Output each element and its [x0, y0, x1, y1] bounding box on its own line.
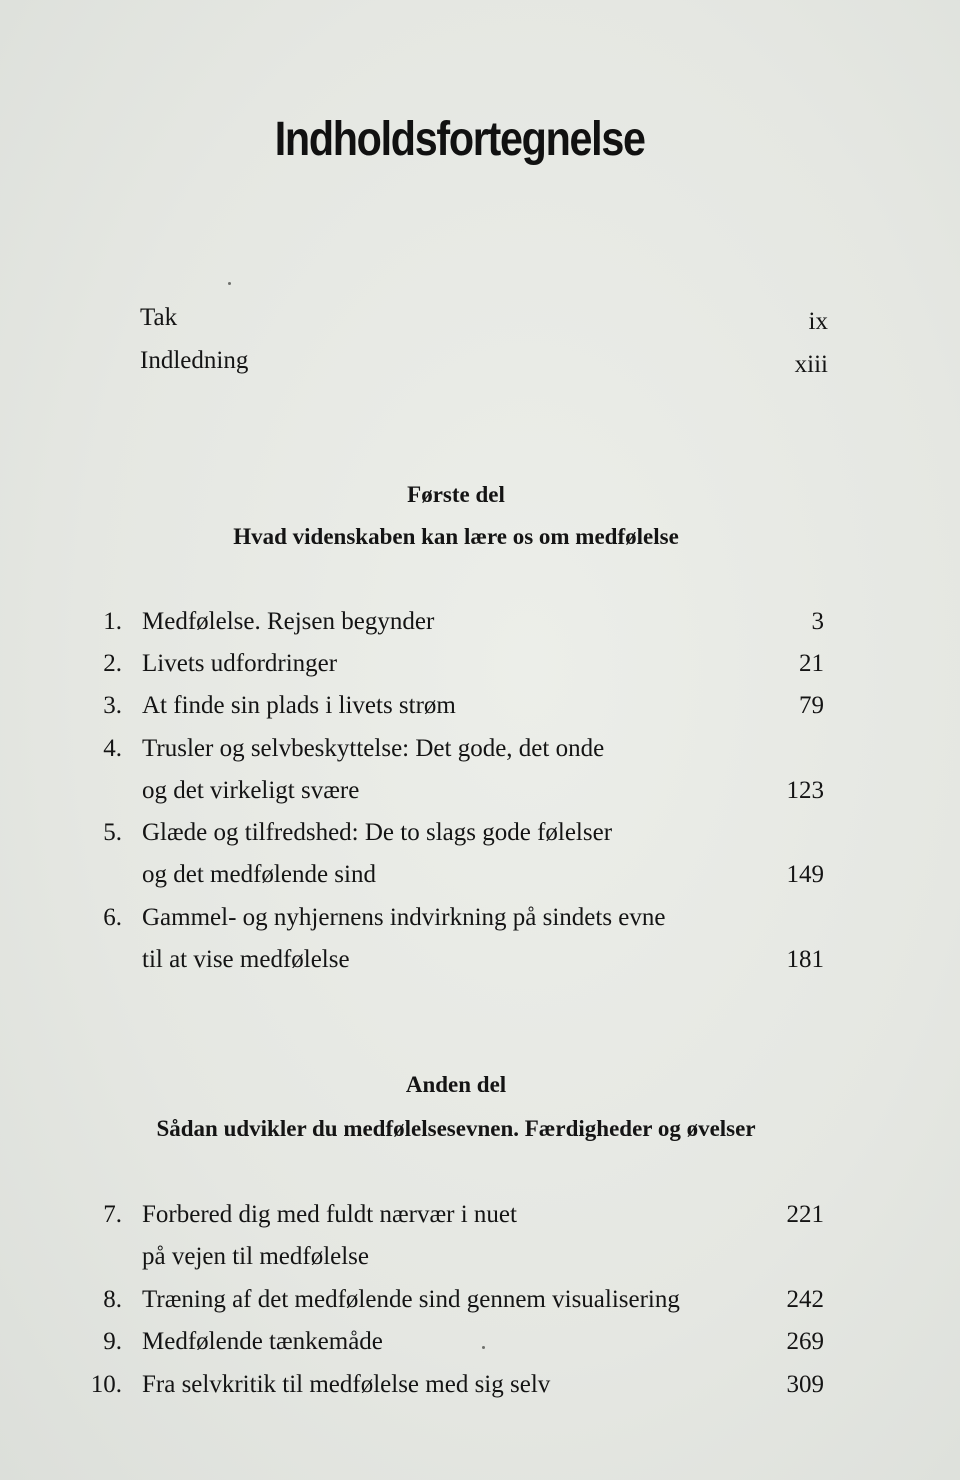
entry-page-number: 149 — [786, 861, 824, 888]
chapter-title-line: Glæde og tilfredshed: De to slags gode følelser — [142, 819, 613, 846]
chapter-number: 6. — [103, 904, 122, 931]
chapter-title-line: og det medfølende sind — [142, 861, 376, 888]
entry-page-number: 269 — [786, 1328, 824, 1355]
chapter-title-line: til at vise medfølelse — [142, 946, 350, 973]
chapter-number: 5. — [103, 819, 122, 846]
chapter-title — [142, 1364, 762, 1406]
paper-speck — [482, 1346, 485, 1349]
chapter-title — [142, 812, 762, 896]
chapter-title — [142, 1194, 762, 1278]
part-one-subtitle: Hvad videnskaben kan lære os om medfølelse — [233, 524, 679, 549]
chapter-title — [142, 1279, 762, 1321]
entry-page-number: 79 — [799, 692, 824, 719]
part-two-heading: Anden del — [405, 1072, 507, 1097]
chapter-title — [142, 601, 762, 643]
chapter-title-line: At finde sin plads i livets strøm — [142, 692, 456, 719]
chapter-title-line: Forbered dig med fuldt nærvær i nuet — [142, 1201, 517, 1228]
chapter-number: 2. — [103, 650, 122, 677]
chapter-title-line: Medfølelse. Rejsen begynder — [142, 608, 435, 635]
entry-page-number: 123 — [786, 777, 824, 804]
chapter-title-line: Fra selvkritik til medfølelse med sig selv — [142, 1371, 551, 1398]
chapter-title-line: Gammel- og nyhjernens indvirkning på sindets evne — [142, 904, 666, 931]
entry-label: Indledning — [140, 347, 249, 374]
chapter-title — [142, 728, 762, 812]
chapter-title-line: og det virkeligt svære — [142, 777, 360, 804]
chapter-number: 8. — [103, 1286, 122, 1313]
entry-page-number: 309 — [786, 1371, 824, 1398]
toc-entry-indledning — [140, 347, 828, 381]
entry-page-number: 242 — [786, 1286, 824, 1313]
chapter-number: 4. — [103, 735, 122, 762]
entry-page-number: ix — [808, 308, 828, 335]
chapter-title-line: Træning af det medfølende sind gennem visualisering — [142, 1286, 680, 1313]
paper-speck — [228, 282, 231, 285]
chapter-title — [142, 643, 762, 685]
page-title: Indholdsfortegnelse — [274, 113, 645, 166]
chapter-number: 1. — [103, 608, 122, 635]
part-one-heading: Første del — [407, 482, 505, 507]
chapter-title — [142, 897, 762, 981]
entry-page-number: 221 — [786, 1201, 824, 1228]
chapter-title-line: Trusler og selvbeskyttelse: Det gode, det onde — [142, 735, 605, 762]
chapter-number: 10. — [90, 1371, 122, 1398]
chapter-title-line: på vejen til medfølelse — [142, 1243, 370, 1270]
entry-page-number: 3 — [811, 608, 824, 635]
chapter-title — [142, 1321, 762, 1363]
entry-page-number: xiii — [794, 351, 828, 378]
toc-entry-tak — [140, 304, 828, 338]
entry-page-number: 21 — [799, 650, 824, 677]
chapter-title — [142, 685, 762, 727]
entry-page-number: 181 — [786, 946, 824, 973]
chapter-number: 3. — [103, 692, 122, 719]
chapter-title-line: Livets udfordringer — [142, 650, 338, 677]
chapter-number: 9. — [103, 1328, 122, 1355]
chapter-title-line: Medfølende tænkemåde — [142, 1328, 383, 1355]
chapter-number: 7. — [103, 1201, 122, 1228]
part-two-subtitle: Sådan udvikler du medfølelsesevnen. Færdigheder og øvelser — [156, 1116, 756, 1141]
entry-label: Tak — [140, 304, 178, 331]
